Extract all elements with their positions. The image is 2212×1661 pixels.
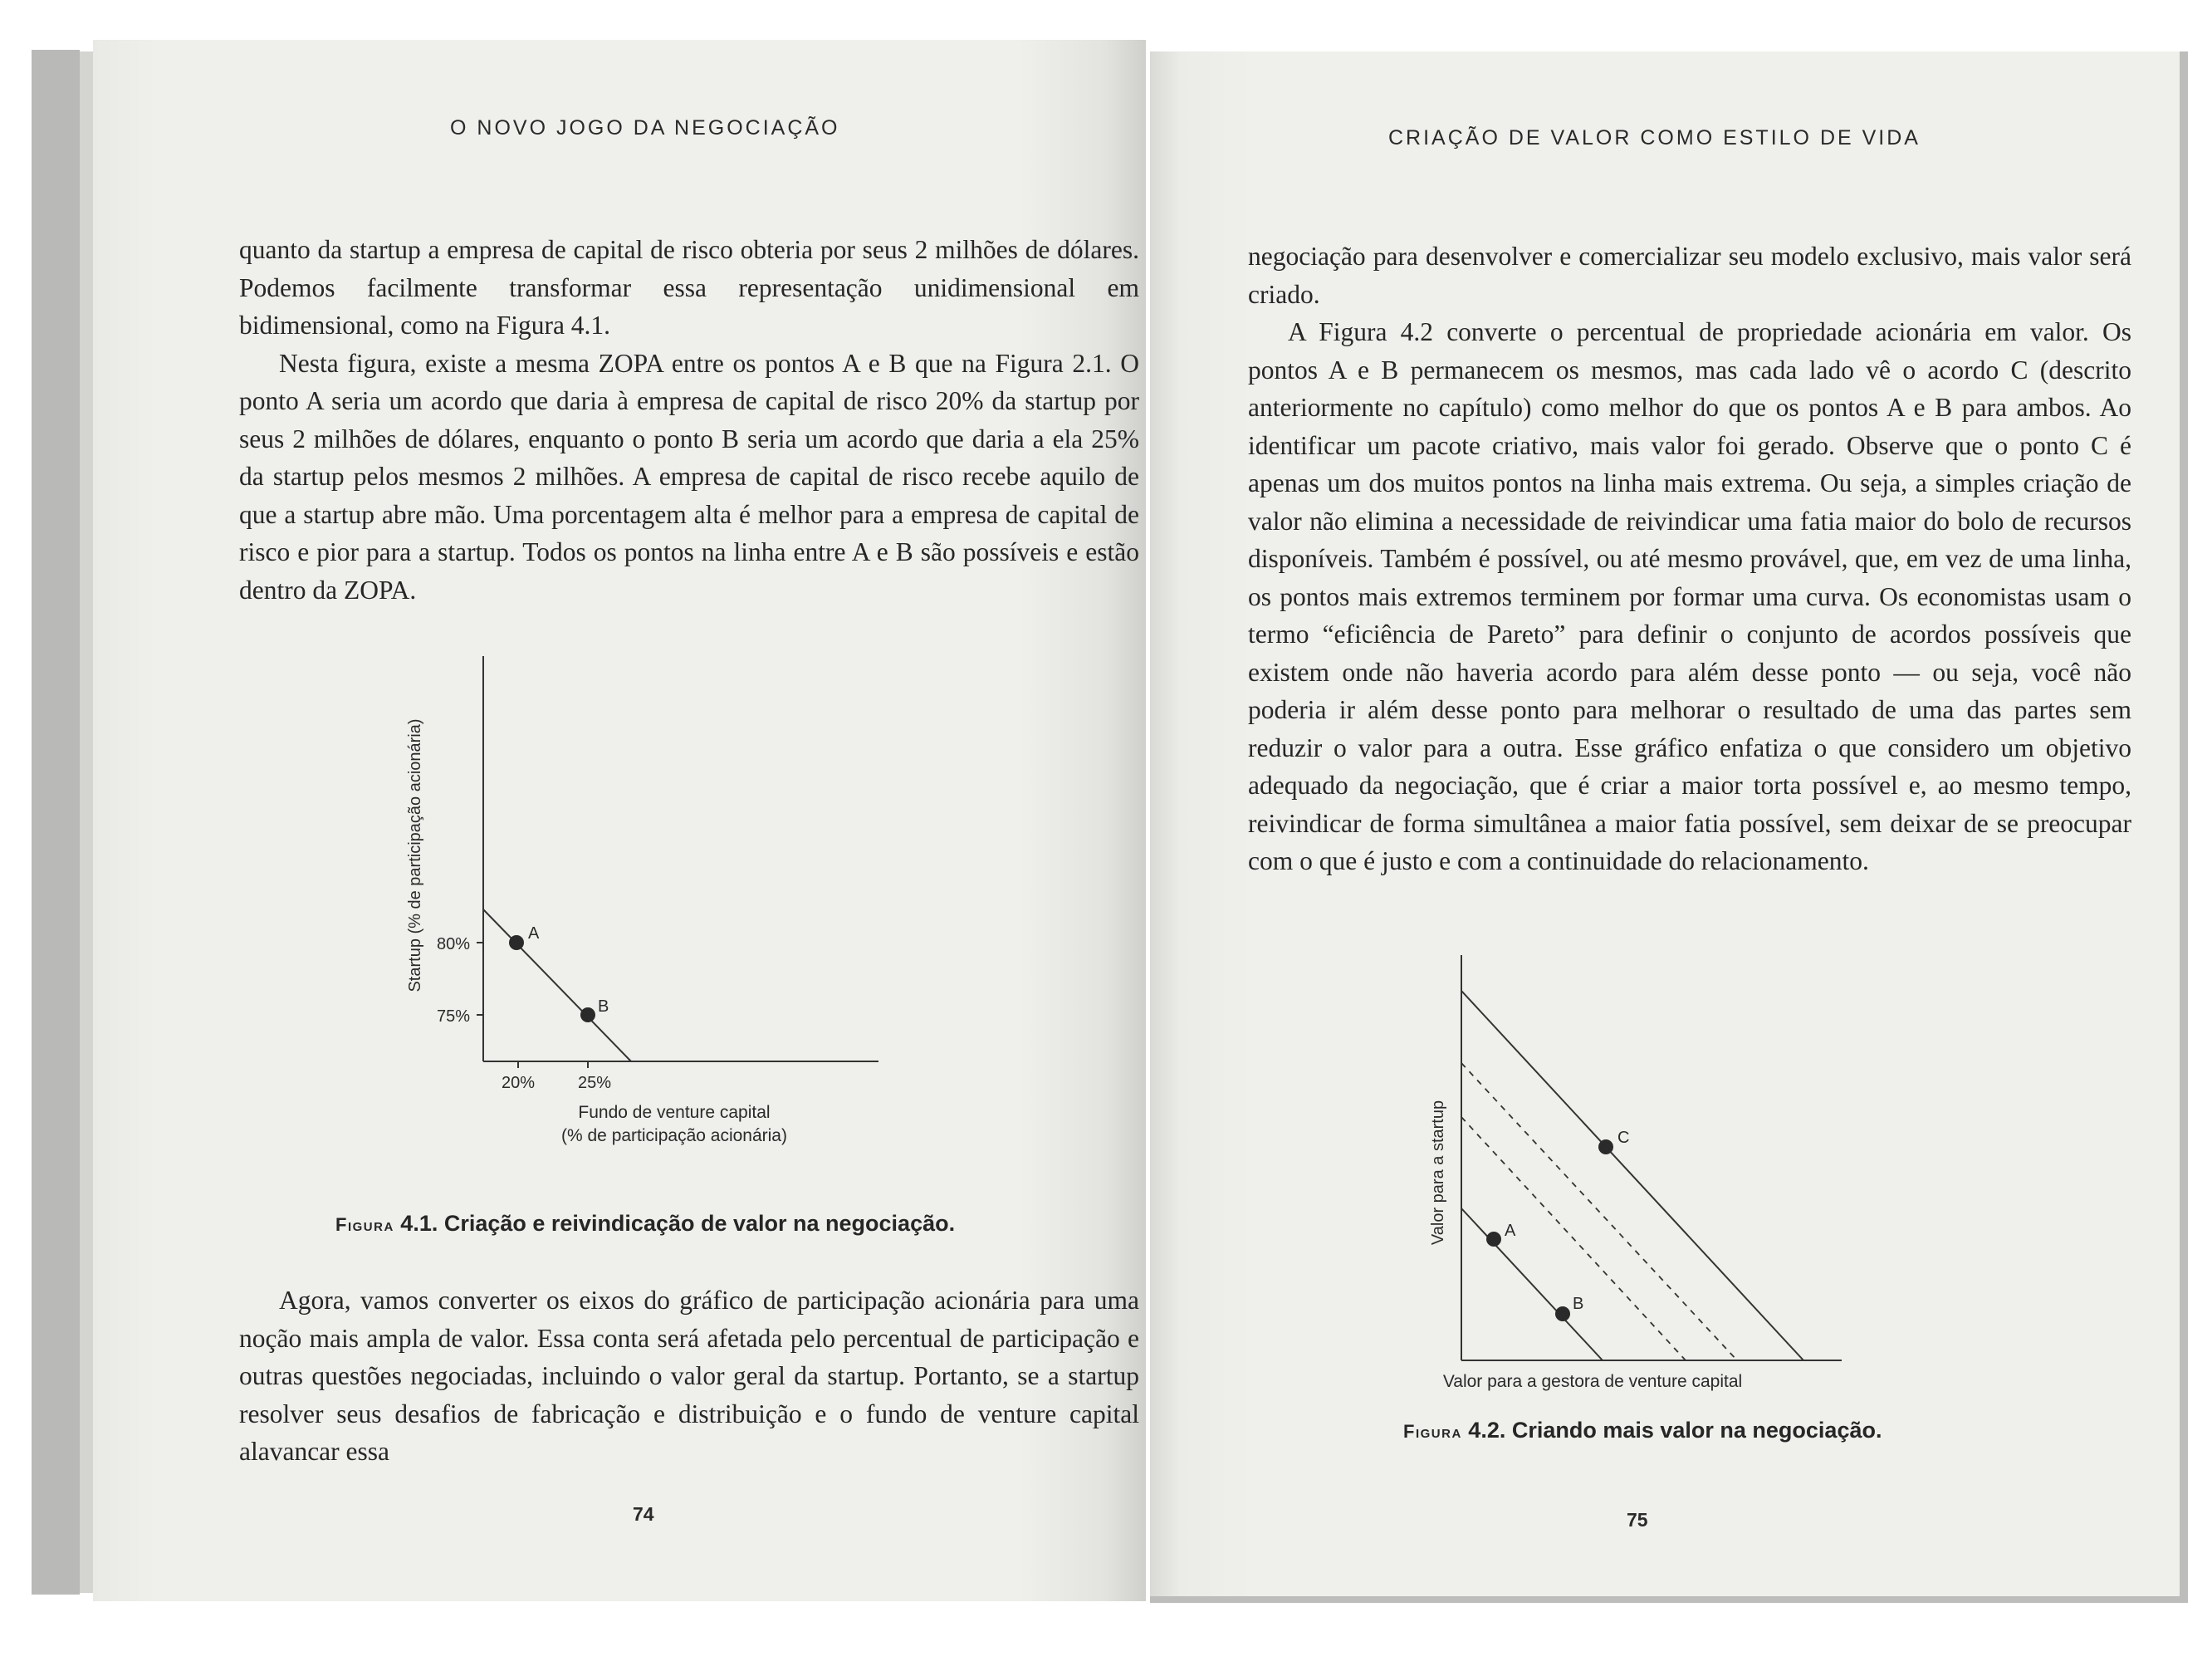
y-axis-label: Startup (% de participação acionária)	[406, 718, 424, 992]
running-head: CRIAÇÃO DE VALOR COMO ESTILO DE VIDA	[1388, 126, 1921, 149]
point-a-marker	[509, 935, 524, 950]
x-tick-label: 20%	[501, 1074, 536, 1092]
figure-4-1-caption	[335, 1211, 955, 1237]
paragraph: A Figura 4.2 converte o percentual de propriedade acionária em valor. Os pontos A e B permanecem os mesmos, mas cada lado vê o acordo C (descrito anteriormente no capítulo) como melhor do que os pontos A e B para ambos. Ao identificar um pacote criativo, mais valor foi gerado. Observe que o ponto C é apenas um dos muitos pontos na linha mais extrema. Ou seja, a simples criação de valor não elimina a necessidade de reivindicar uma fatia maior do bolo de recursos disponíveis. Também é possível, ou até mesmo provável, que, em vez de uma linha, os pontos mais extremos terminem por formar uma curva. Os economistas usam o termo “eficiência de Pareto” para definir o conjunto de acordos possíveis que existem onde não haveria acordo para além desse ponto — ou seja, você não poderia ir além desse ponto para melhorar o resultado de uma das partes sem reduzir o valor para a outra. Esse gráfico enfatiza o que considero um objetivo adequado da negociação, que é criar a maior torta possível e, ao mesmo tempo, reivindicar de forma simultânea a maior fatia possível, sem deixar de se preocupar com o que é justo e com a continuidade do relacionamento.	[1248, 317, 2131, 875]
body-text-bottom	[239, 1281, 1139, 1471]
x-axis-label: Valor para a gestora de venture capital	[1442, 1372, 1743, 1391]
y-axis-label: Valor para a startup	[1429, 1100, 1447, 1246]
point-b-label: B	[1573, 1295, 1584, 1313]
y-tick-label: 75%	[436, 1007, 470, 1026]
figure-4-1	[93, 40, 1146, 1203]
dashed-frontier-line	[1461, 1063, 1737, 1360]
point-a-label: A	[1505, 1222, 1516, 1240]
x-tick-label: 25%	[577, 1074, 612, 1092]
page-number: 75	[1627, 1509, 1648, 1531]
point-c-marker	[1598, 1139, 1613, 1154]
point-b-marker	[580, 1007, 595, 1022]
right-page	[1150, 51, 2180, 1596]
page-number: 74	[633, 1503, 654, 1525]
paragraph: quanto da startup a empresa de capital de risco obteria por seus 2 milhões de dólares. Podemos facilmente transformar essa representação unidimensional em bidimensional, como na Figura 4.1.	[239, 235, 1139, 340]
point-b-marker	[1555, 1306, 1570, 1321]
paragraph: negociação para desenvolver e comercializar seu modelo exclusivo, mais valor será criado.	[1248, 242, 2131, 309]
point-b-label: B	[598, 997, 609, 1016]
y-tick-label: 80%	[436, 935, 470, 953]
point-a-marker	[1486, 1232, 1501, 1247]
caption-label: Figura	[1403, 1421, 1462, 1442]
x-axis-label-unit: (% de participação acionária)	[561, 1126, 787, 1145]
caption-text: 4.2. Criando mais valor na negociação.	[1468, 1418, 1882, 1443]
left-page	[93, 40, 1146, 1601]
paragraph: Nesta figura, existe a mesma ZOPA entre os pontos A e B que na Figura 2.1. O ponto A seria um acordo que daria à empresa de capital de risco 20% da startup por seus 2 milhões de dólares, enquanto o ponto B seria um acordo que daria a ela 25% da startup pelos mesmos 2 milhões. A empresa de capital de risco recebe aquilo de que a startup abre mão. Uma porcentagem alta é melhor para a empresa de capital de risco e pior para a startup. Todos os pontos na linha entre A e B são possíveis e estão dentro da ZOPA.	[239, 348, 1139, 605]
paragraph: Agora, vamos converter os eixos do gráfico de participação acionária para uma noção mais ampla de valor. Essa conta será afetada pelo percentual de participação e outras questões negociadas, incluindo o valor geral da startup. Portanto, se a startup resolver seus desafios de fabricação e distribuição e o fundo de venture capital alavancar essa	[239, 1286, 1139, 1466]
outer-frontier-line	[1461, 991, 1803, 1360]
caption-label: Figura	[335, 1214, 394, 1235]
x-axis-label: Fundo de venture capital	[578, 1103, 771, 1122]
point-c-label: C	[1617, 1129, 1630, 1147]
book-cover-edge	[32, 50, 80, 1595]
zopa-line	[1461, 1208, 1603, 1360]
running-head: O NOVO JOGO DA NEGOCIAÇÃO	[450, 116, 840, 140]
point-a-label: A	[528, 924, 540, 943]
zopa-line	[483, 909, 631, 1061]
figure-4-2	[1150, 51, 2180, 1463]
caption-text: 4.1. Criação e reivindicação de valor na negociação.	[400, 1211, 956, 1236]
figure-4-2-caption	[1403, 1418, 1882, 1443]
